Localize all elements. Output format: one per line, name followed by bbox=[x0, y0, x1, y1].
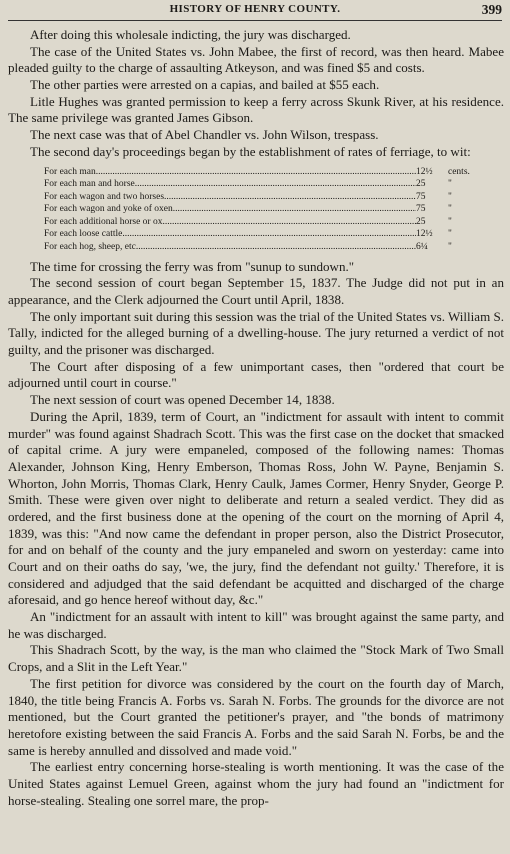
rate-amount: 12½ bbox=[416, 166, 433, 177]
rate-unit: cents. bbox=[448, 166, 470, 177]
rate-amount: 25 bbox=[416, 179, 426, 190]
page-header bbox=[8, 0, 502, 21]
rate-amount: 12½ bbox=[416, 229, 433, 240]
rate-row bbox=[44, 191, 476, 204]
rate-row bbox=[44, 166, 476, 179]
rate-label: For each loose cattle bbox=[44, 229, 123, 240]
leader-dots bbox=[162, 216, 416, 229]
leader-dots bbox=[164, 191, 416, 204]
paragraph: The earliest entry concerning horse-stealing is worth mentioning. It was the case of the United States against Lemuel Green, against whom the jury had found an "indictment for horse-stealing. Stealing one sorrel mare, the prop- bbox=[8, 759, 504, 808]
rate-row bbox=[44, 241, 476, 254]
paragraph: The Court after disposing of a few unimportant cases, then "ordered that court be adjourned until court in course." bbox=[8, 358, 504, 391]
paragraph: The other parties were arrested on a capias, and bailed at $55 each. bbox=[30, 77, 380, 93]
rate-unit: " bbox=[448, 179, 452, 190]
rate-row bbox=[44, 216, 476, 229]
leader-dots bbox=[173, 203, 416, 216]
rate-label: For each additional horse or ox bbox=[44, 216, 163, 227]
paragraph: The next case was that of Abel Chandler vs. John Wilson, trespass. bbox=[30, 127, 379, 143]
rate-row bbox=[44, 178, 476, 191]
rate-amount: 75 bbox=[416, 204, 426, 215]
ferriage-rates-table bbox=[44, 166, 476, 254]
paragraph: An "indictment for an assault with intent to kill" was brought against the same party, and he was discharged. bbox=[8, 609, 504, 641]
paragraph: After doing this wholesale indicting, the jury was discharged. bbox=[30, 27, 351, 42]
paragraph: This Shadrach Scott, by the way, is the man who claimed the "Stock Mark of Two Small Crops, and a Slit in the Left Year." bbox=[8, 642, 504, 675]
rate-unit: " bbox=[448, 216, 452, 227]
leader-dots bbox=[135, 178, 416, 191]
rate-unit: " bbox=[448, 229, 452, 240]
paragraph: The next session of court was opened December 14, 1838. bbox=[30, 392, 335, 408]
running-head: HISTORY OF HENRY COUNTY. bbox=[169, 3, 341, 15]
rate-label: For each wagon and two horses bbox=[44, 191, 165, 202]
rate-unit: " bbox=[448, 204, 452, 215]
paragraph: The second day's proceedings began by the establishment of rates of ferriage, to wit: bbox=[30, 143, 471, 159]
rate-label: For each wagon and yoke of oxen bbox=[44, 204, 173, 215]
rate-amount: 25 bbox=[416, 216, 426, 227]
paragraph: The case of the United States vs. John Mabee, the first of record, was then heard. Mabee pleaded guilty to the charge of assaulting Atkeyson, and was fined $5 and costs. bbox=[8, 43, 504, 76]
rate-amount: 75 bbox=[416, 191, 426, 202]
paragraph: The first petition for divorce was considered by the court on the fourth day of March, 1840, the title being Francis A. Forbs vs. Sarah N. Forbs. The grounds for the divorce are not mentioned, but the Court granted the petitioner's prayer, and "the bonds of matrimony heretofore existing between the said Francis A. Forbs and the said Sarah N. Forbs, be and the same is hereby annulled and dissolved and made void." bbox=[8, 675, 504, 758]
body-text bbox=[4, 21, 506, 809]
rate-label: For each hog, sheep, etc bbox=[44, 242, 136, 253]
leader-dots bbox=[96, 166, 416, 179]
leader-dots bbox=[136, 241, 416, 254]
paragraph: Litle Hughes was granted permission to keep a ferry across Skunk River, at his residence. The same privilege was granted James Gibson. bbox=[8, 93, 504, 126]
rate-amount: 6¼ bbox=[416, 242, 428, 253]
rate-row bbox=[44, 203, 476, 216]
rate-label: For each man bbox=[44, 166, 96, 177]
rate-label: For each man and horse bbox=[44, 179, 135, 190]
paragraph: During the April, 1839, term of Court, an "indictment for assault with intent to commit murder" was found against Shadrach Scott. This was the first case on the docket that smacked of capital crime. A jury were empaneled, composed of the following names: Thomas Alexander, Johnson King, Henry Emberson, Thomas Ross, John W. Payne, Benjamin S. Whorton, John Morris, Thomas Clark, Henry Caulk, James Cormer, Henry Snyder, George P. Smith. These were given over night to deliberate and return a sealed verdict. They did as ordered, and the first business done at the opening of the court on the morning of April 4, 1839, was this: "And now came the defendant in proper person, also the District Prosecutor, for and on behalf of the county and the jury empaneled and sworn on yesterday: came into Court and on their oaths do say, 'we, the jury, find the defendant not guilty.' Therefore, it is considered and adjudged that the said defendant be acquitted and discharged of the charge aforesaid, and go hence hereof without day, &c." bbox=[8, 408, 504, 608]
paragraph: The only important suit during this session was the trial of the United States vs. William S. Tally, indicted for the alleged burning of a dwelling-house. The jury returned a verdict of not guilty, and the prisoner was discharged. bbox=[8, 308, 504, 358]
leader-dots bbox=[122, 228, 416, 241]
page-number: 399 bbox=[481, 2, 502, 17]
paragraph: The second session of court began September 15, 1837. The Judge did not put in an appearance, and the Clerk adjourned the Court until April, 1838. bbox=[8, 275, 504, 308]
rate-row bbox=[44, 228, 476, 241]
rate-unit: " bbox=[448, 242, 452, 253]
rate-unit: " bbox=[448, 191, 452, 202]
paragraph: The time for crossing the ferry was from "sunup to sundown." bbox=[30, 258, 355, 274]
